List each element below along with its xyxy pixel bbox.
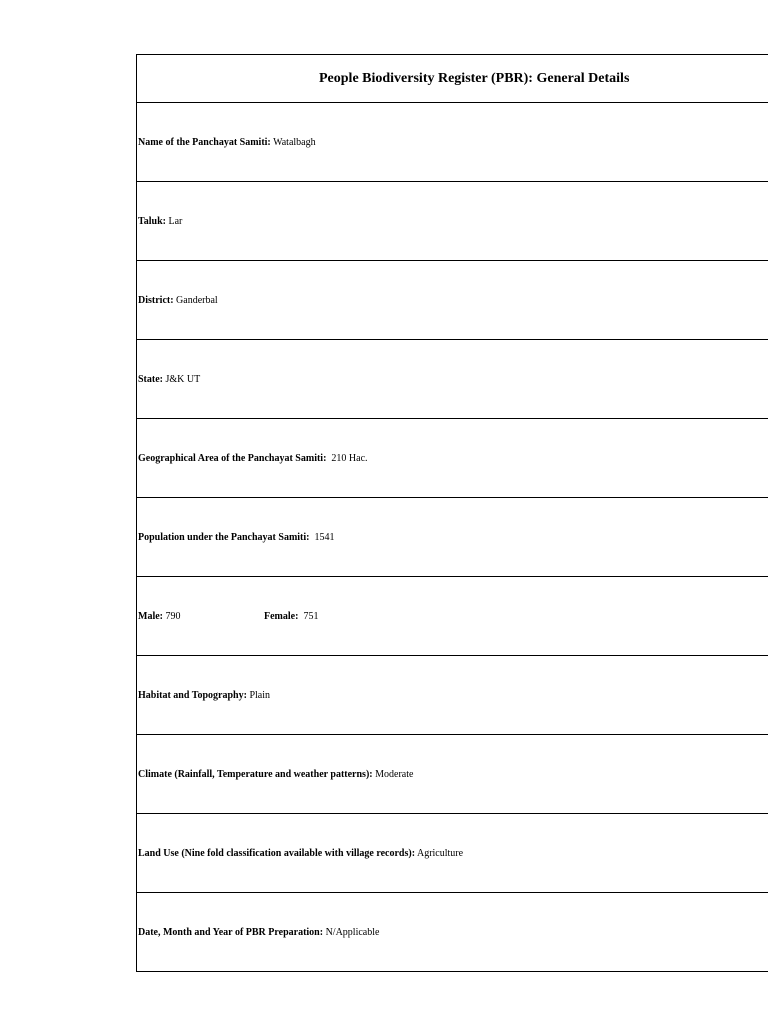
label-land-use: Land Use (Nine fold classification available with village records): — [138, 848, 416, 859]
label-pbr-preparation-date: Date, Month and Year of PBR Preparation: — [138, 927, 324, 938]
value-pbr-preparation-date: N/Applicable — [323, 927, 380, 938]
row-state — [137, 340, 768, 419]
pbr-general-details-table — [136, 54, 768, 972]
row-geographical-area — [137, 419, 768, 498]
row-panchayat-samiti — [137, 103, 768, 182]
row-male-female — [137, 577, 768, 656]
value-male: 790 — [163, 611, 181, 622]
value-habitat-topography: Plain — [246, 690, 270, 701]
label-panchayat-samiti: Name of the Panchayat Samiti: — [138, 137, 271, 148]
row-land-use — [137, 814, 768, 893]
label-habitat-topography: Habitat and Topography: — [138, 690, 247, 701]
value-panchayat-samiti: Watalbagh — [270, 137, 316, 148]
row-climate — [137, 735, 768, 814]
value-female: 751 — [298, 611, 319, 622]
label-taluk: Taluk: — [138, 216, 166, 227]
row-habitat-topography — [137, 656, 768, 735]
value-district: Ganderbal — [173, 295, 218, 306]
row-pbr-preparation-date — [137, 893, 768, 971]
value-land-use: Agriculture — [415, 848, 464, 859]
value-geographical-area: 210 Hac. — [326, 453, 368, 464]
value-climate: Moderate — [372, 769, 414, 780]
row-district — [137, 261, 768, 340]
label-geographical-area: Geographical Area of the Panchayat Samiti: — [138, 453, 327, 464]
label-female: Female: — [264, 611, 299, 622]
label-population: Population under the Panchayat Samiti: — [138, 532, 310, 543]
document-title: People Biodiversity Register (PBR): General Details — [319, 71, 630, 86]
label-climate: Climate (Rainfall, Temperature and weather patterns): — [138, 769, 373, 780]
row-taluk — [137, 182, 768, 261]
title-row — [137, 55, 768, 103]
row-population — [137, 498, 768, 577]
label-district: District: — [138, 295, 174, 306]
value-state: J&K UT — [163, 374, 201, 385]
label-state: State: — [138, 374, 163, 385]
value-population: 1541 — [309, 532, 335, 543]
label-male: Male: — [138, 611, 163, 622]
value-taluk: Lar — [165, 216, 183, 227]
